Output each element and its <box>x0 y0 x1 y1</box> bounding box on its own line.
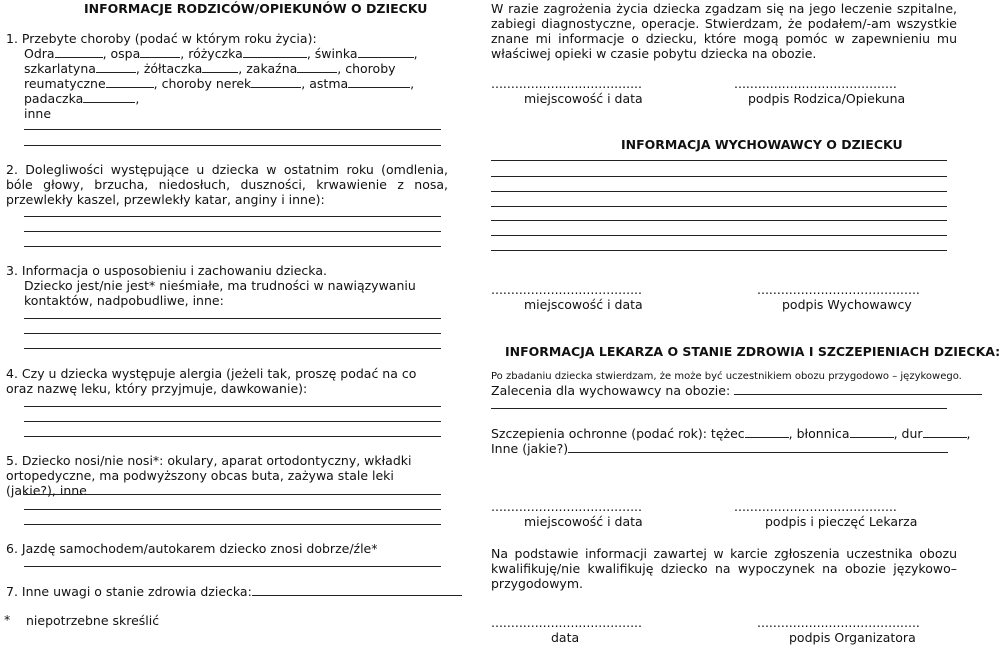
choroby-nerek-label: , choroby nerek <box>153 76 252 91</box>
sig4-right-dots[interactable]: ......................................... <box>757 615 920 630</box>
recommendations-field[interactable] <box>734 383 982 395</box>
educator-line-1[interactable] <box>491 160 947 161</box>
q1-inne-line-2[interactable] <box>24 145 441 146</box>
swinka-label: , świnka <box>306 46 358 61</box>
q5-line-2[interactable] <box>24 509 441 510</box>
zoltaczka-label: , żółtaczka <box>135 61 203 76</box>
q3-line-3[interactable] <box>24 348 441 349</box>
vaccinations-label: Szczepienia ochronne (podać rok): tężec <box>491 426 745 441</box>
q2-line-1[interactable] <box>24 216 441 217</box>
padaczka-field[interactable] <box>83 91 135 103</box>
q3-line-2[interactable] <box>24 333 441 334</box>
dur-field[interactable] <box>923 426 967 438</box>
sig4-left-label: data <box>551 630 580 645</box>
q2-line-3[interactable] <box>24 246 441 247</box>
sig4-right-label: podpis Organizatora <box>789 630 916 645</box>
ospa-field[interactable] <box>140 46 180 58</box>
q3-line-1[interactable] <box>24 318 441 319</box>
educator-line-3[interactable] <box>491 191 947 192</box>
educator-info-title: INFORMACJA WYCHOWAWCY O DZIECKU <box>621 137 903 152</box>
recommendations-row <box>491 383 982 398</box>
sig2-left-dots[interactable]: ...................................... <box>491 282 642 297</box>
sig4-left-dots[interactable]: ...................................... <box>491 615 642 630</box>
q3-title: 3. Informacja o usposobieniu i zachowaniu dziecka. <box>6 263 327 278</box>
choroby-label: , choroby <box>337 61 396 76</box>
doctor-note: Po zbadaniu dziecka stwierdzam, że może być uczestnikiem obozu przygodowo – językowego. <box>491 371 962 382</box>
sig3-left-dots[interactable]: ...................................... <box>491 499 642 514</box>
recommendations-line-2[interactable] <box>491 408 947 409</box>
q1-row4: padaczka , <box>24 91 140 106</box>
qualification-text: Na podstawie informacji zawartej w karcie zgłoszenia uczestnika obozu kwalifikuję/nie kwalifikuję dziecko na wypoczynek na obozie językowo– przygodowym. <box>491 546 957 591</box>
q3-body: Dziecko jest/nie jest* nieśmiałe, ma trudności w nawiązywaniu kontaktów, nadpobudliwe, inne: <box>24 278 416 308</box>
dur-label: , dur <box>893 426 923 441</box>
sig1-right-dots[interactable]: ......................................... <box>734 76 897 91</box>
q6-line-1[interactable] <box>24 566 441 567</box>
footnote-text: niepotrzebne skreślić <box>26 613 160 628</box>
q2-text: 2. Dolegliwości występujące u dziecka w ostatnim roku (omdlenia, bóle głowy, brzucha, niedosłuch, duszności, krwawienie z nosa, przewlekły kaszel, przewlekły katar, anginy i inne): <box>6 162 448 207</box>
recommendations-label: Zalecenia dla wychowawcy na obozie: <box>491 383 731 398</box>
sig2-right-dots[interactable]: ......................................... <box>757 282 920 297</box>
vacc-inne-field[interactable] <box>568 441 948 453</box>
q1-row2 <box>24 61 396 76</box>
astma-label: , astma <box>301 76 349 91</box>
q4-line-3[interactable] <box>24 436 441 437</box>
sig1-left-dots[interactable]: ...................................... <box>491 76 642 91</box>
zakazna-field[interactable] <box>297 61 337 73</box>
educator-line-6[interactable] <box>491 235 947 236</box>
q7-text <box>6 584 462 599</box>
q7-label: 7. Inne uwagi o stanie zdrowia dziecka: <box>6 584 252 599</box>
doctor-info-title: INFORMACJA LEKARZA O STANIE ZDROWIA I SZCZEPIENIACH DZIECKA: <box>505 344 1000 359</box>
odra-field[interactable] <box>55 46 103 58</box>
sig1-left-label: miejscowość i data <box>524 91 643 106</box>
q5-text: 5. Dziecko nosi/nie nosi*: okulary, aparat ortodontyczny, wkładki ortopedyczne, ma podwyższony obcas buta, zażywa stale leki (jakie?), inne <box>6 453 412 498</box>
sig2-left-label: miejscowość i data <box>524 297 643 312</box>
choroby-nerek-field[interactable] <box>251 76 301 88</box>
szkarlatyna-field[interactable] <box>96 61 136 73</box>
parent-consent: W razie zagrożenia życia dziecka zgadzam się na jego leczenie szpitalne, zabiegi diagnostyczne, operacje. Stwierdzam, że podałem/-am wszystkie znane mi informacje o dziecku, które mogą pomóc w zapewnieniu mu właściwej opieki w czasie pobytu dziecka na obozie. <box>491 1 957 61</box>
astma-field[interactable] <box>348 76 410 88</box>
rozyczka-label: , różyczka <box>180 46 243 61</box>
educator-line-7[interactable] <box>491 250 947 251</box>
q1-row3: reumatyczne , choroby nerek , astma , <box>24 76 415 91</box>
reumatyczne-label: reumatyczne <box>24 76 106 91</box>
q2-line-2[interactable] <box>24 231 441 232</box>
parents-info-title: INFORMACJE RODZICÓW/OPIEKUNÓW O DZIECKU <box>84 1 428 16</box>
swinka-field[interactable] <box>358 46 414 58</box>
q1-label: 1. Przebyte choroby (podać w którym roku życia): <box>6 31 317 46</box>
rozyczka-field[interactable] <box>243 46 307 58</box>
educator-line-2[interactable] <box>491 176 947 177</box>
q6-text: 6. Jazdę samochodem/autokarem dziecko znosi dobrze/źle* <box>6 541 378 556</box>
zakazna-label: , zakaźna <box>238 61 298 76</box>
q1-row1: Odra , ospa , różyczka , świnka , <box>24 46 418 61</box>
zoltaczka-field[interactable] <box>202 61 238 73</box>
q7-field[interactable] <box>252 584 462 596</box>
sig3-right-dots[interactable]: ......................................... <box>734 499 897 514</box>
sig3-left-label: miejscowość i data <box>524 514 643 529</box>
q5-line-1[interactable] <box>24 494 441 495</box>
ospa-label: , ospa <box>102 46 141 61</box>
educator-line-4[interactable] <box>491 206 947 207</box>
vaccinations-row <box>491 426 971 441</box>
vacc-inne-label: Inne (jakie?) <box>491 441 569 456</box>
q5-line-3[interactable] <box>24 524 441 525</box>
reumatyczne-field[interactable] <box>106 76 154 88</box>
q4-text: 4. Czy u dziecka występuje alergia (jeżeli tak, proszę podać na co oraz nazwę leku, który przyjmuje, dawkowanie): <box>6 366 417 396</box>
vacc-comma: , <box>966 426 971 441</box>
q4-line-2[interactable] <box>24 421 441 422</box>
sig1-right-label: podpis Rodzica/Opiekuna <box>748 91 906 106</box>
inne-label: inne <box>24 106 52 121</box>
sig2-right-label: podpis Wychowawcy <box>782 297 912 312</box>
blonnica-label: , błonnica <box>788 426 850 441</box>
q1-inne-line-1[interactable] <box>24 129 441 130</box>
footnote-star: * <box>4 612 11 627</box>
odra-label: Odra <box>24 46 55 61</box>
sig3-right-label: podpis i pieczęć Lekarza <box>765 514 918 529</box>
q4-line-1[interactable] <box>24 406 441 407</box>
padaczka-label: padaczka <box>24 91 84 106</box>
educator-line-5[interactable] <box>491 220 947 221</box>
szkarlatyna-label: szkarlatyna <box>24 61 96 76</box>
blonnica-field[interactable] <box>850 426 894 438</box>
tezec-field[interactable] <box>745 426 789 438</box>
vacc-inne-row <box>491 441 948 456</box>
